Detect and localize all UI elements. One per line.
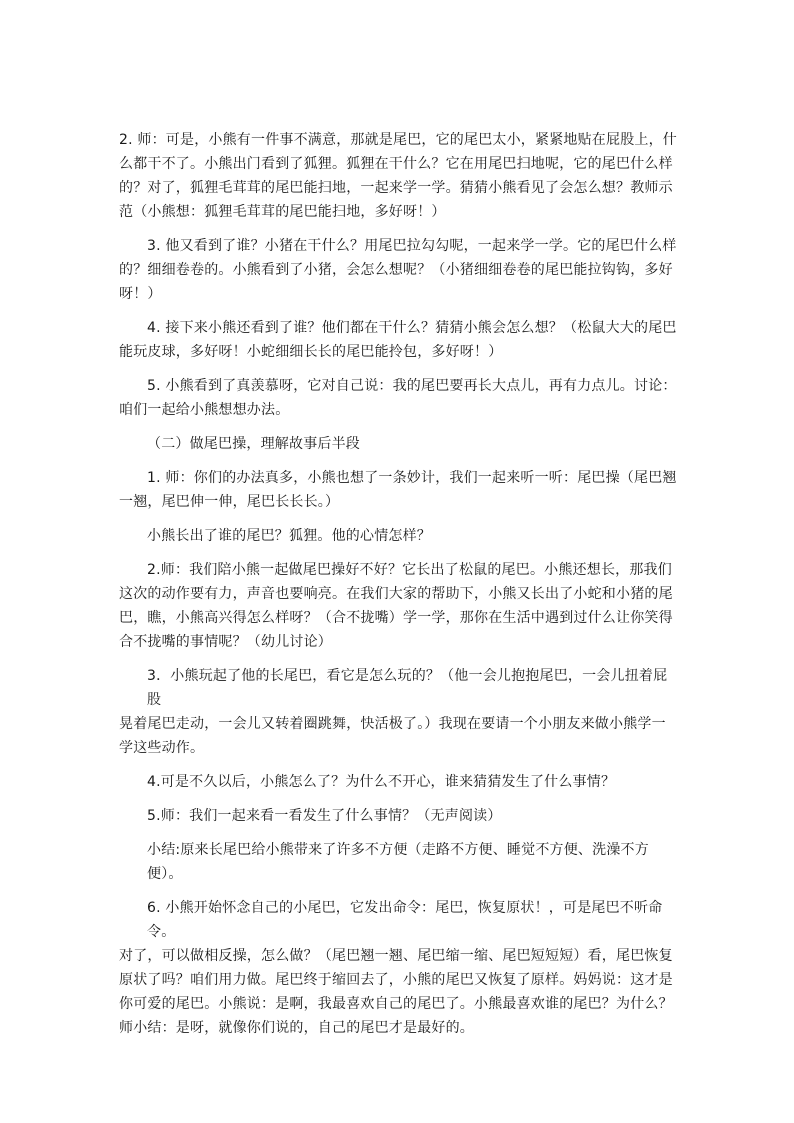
- paragraph-7: [119, 524, 679, 548]
- text-line: 4. 接下来小熊还看到了谁？他们都在干什么？猜猜小熊会怎么想？（松鼠大大的尾巴: [147, 320, 677, 336]
- text-line: 5.师：我们一起来看一看发生了什么事情？（无声阅读）: [147, 808, 502, 824]
- text-line: 合不拢嘴的事情呢？（幼儿讨论）: [119, 634, 332, 650]
- text-line: 原状了吗？咱们用力做。尾巴终于缩回去了，小熊的尾巴又恢复了原样。妈妈说：这才是: [119, 972, 673, 988]
- paragraph-10: [119, 770, 679, 794]
- text-line: 一翘，尾巴伸一伸，尾巴长长长。）: [119, 494, 340, 510]
- paragraph-8: [119, 558, 679, 654]
- section-heading: [119, 432, 679, 456]
- paragraph-13: [119, 896, 679, 1040]
- paragraph-4: [119, 374, 679, 422]
- text-line: 师小结：是呀，就像你们说的，自己的尾巴才是最好的。: [119, 1020, 474, 1036]
- text-line: 学这些动作。: [119, 740, 205, 756]
- text-line: 4.可是不久以后，小熊怎么了？为什么不开心，谁来猜猜发生了什么事情？: [147, 774, 616, 790]
- text-line: 6. 小熊开始怀念自己的小尾巴，它发出命令：尾巴，恢复原状！，可是尾巴不听命令。: [147, 900, 663, 940]
- text-line: 1. 师：你们的办法真多，小熊也想了一条妙计，我们一起来听一听：尾巴操（尾巴翘: [147, 470, 677, 486]
- paragraph-1: [119, 128, 679, 224]
- text-line: 3. 他又看到了谁？小猪在干什么？用尾巴拉勾勾呢，一起来学一学。它的尾巴什么样: [147, 238, 677, 254]
- text-line: 3．小熊玩起了他的长尾巴，看它是怎么玩的？（他一会儿抱抱尾巴，一会儿扭着屁股: [147, 668, 668, 708]
- text-line: 的？对了，狐狸毛茸茸的尾巴能扫地，一起来学一学。猜猜小熊看见了会怎么想？教师示: [119, 180, 673, 196]
- text-line: 5. 小熊看到了真羡慕呀，它对自己说：我的尾巴要再长大点儿，再有力点儿。讨论：: [147, 378, 677, 394]
- document-page: [119, 128, 679, 1050]
- paragraph-3: [119, 316, 679, 364]
- text-line: 的？细细卷卷的。小熊看到了小猪，会怎么想呢？（小猪细细卷卷的尾巴能拉钩钩，多好: [119, 262, 673, 278]
- text-line: 2. 师：可是，小熊有一件事不满意，那就是尾巴，它的尾巴太小，紧紧地贴在屁股上，什: [119, 132, 678, 148]
- text-line: （二）做尾巴操，理解故事后半段: [147, 436, 360, 452]
- paragraph-12: [119, 838, 679, 886]
- text-line: 2.师：我们陪小熊一起做尾巴操好不好？它长出了松鼠的尾巴。小熊还想长，那我们: [147, 562, 672, 578]
- text-line: 么都干不了。小熊出门看到了狐狸。狐狸在干什么？它在用尾巴扫地呢，它的尾巴什么样: [119, 156, 673, 172]
- paragraph-9: [119, 664, 679, 760]
- paragraph-11: [119, 804, 679, 828]
- text-line: 咱们一起给小熊想想办法。: [119, 402, 290, 418]
- text-line: 晃着尾巴走动，一会儿又转着圈跳舞，快活极了。）我现在要请一个小朋友来做小熊学一: [119, 716, 666, 732]
- text-line: 对了，可以做相反操，怎么做？（尾巴翘一翘、尾巴缩一缩、尾巴短短短）看，尾巴恢复: [119, 948, 673, 964]
- text-line: 你可爱的尾巴。小熊说：是啊，我最喜欢自己的尾巴了。小熊最喜欢谁的尾巴？为什么？: [119, 996, 673, 1012]
- text-line: 范（小熊想：狐狸毛茸茸的尾巴能扫地，多好呀！）: [119, 204, 446, 220]
- text-line: 小结:原来长尾巴给小熊带来了许多不方便（走路不方便、睡觉不方便、洗澡不方便）。: [147, 842, 649, 882]
- text-line: 呀！）: [119, 286, 162, 302]
- text-line: 小熊长出了谁的尾巴？狐狸。他的心情怎样？: [147, 528, 431, 544]
- paragraph-6: [119, 466, 679, 514]
- text-line: 这次的动作要有力，声音也要响亮。在我们大家的帮助下，小熊又长出了小蛇和小猪的尾: [119, 586, 673, 602]
- text-line: 巴，瞧，小熊高兴得怎么样呀？（合不拢嘴）学一学，那你在生活中遇到过什么让你笑得: [119, 610, 673, 626]
- paragraph-2: [119, 234, 679, 306]
- text-line: 能玩皮球，多好呀！小蛇细细长长的尾巴能拎包，多好呀！）: [119, 344, 503, 360]
